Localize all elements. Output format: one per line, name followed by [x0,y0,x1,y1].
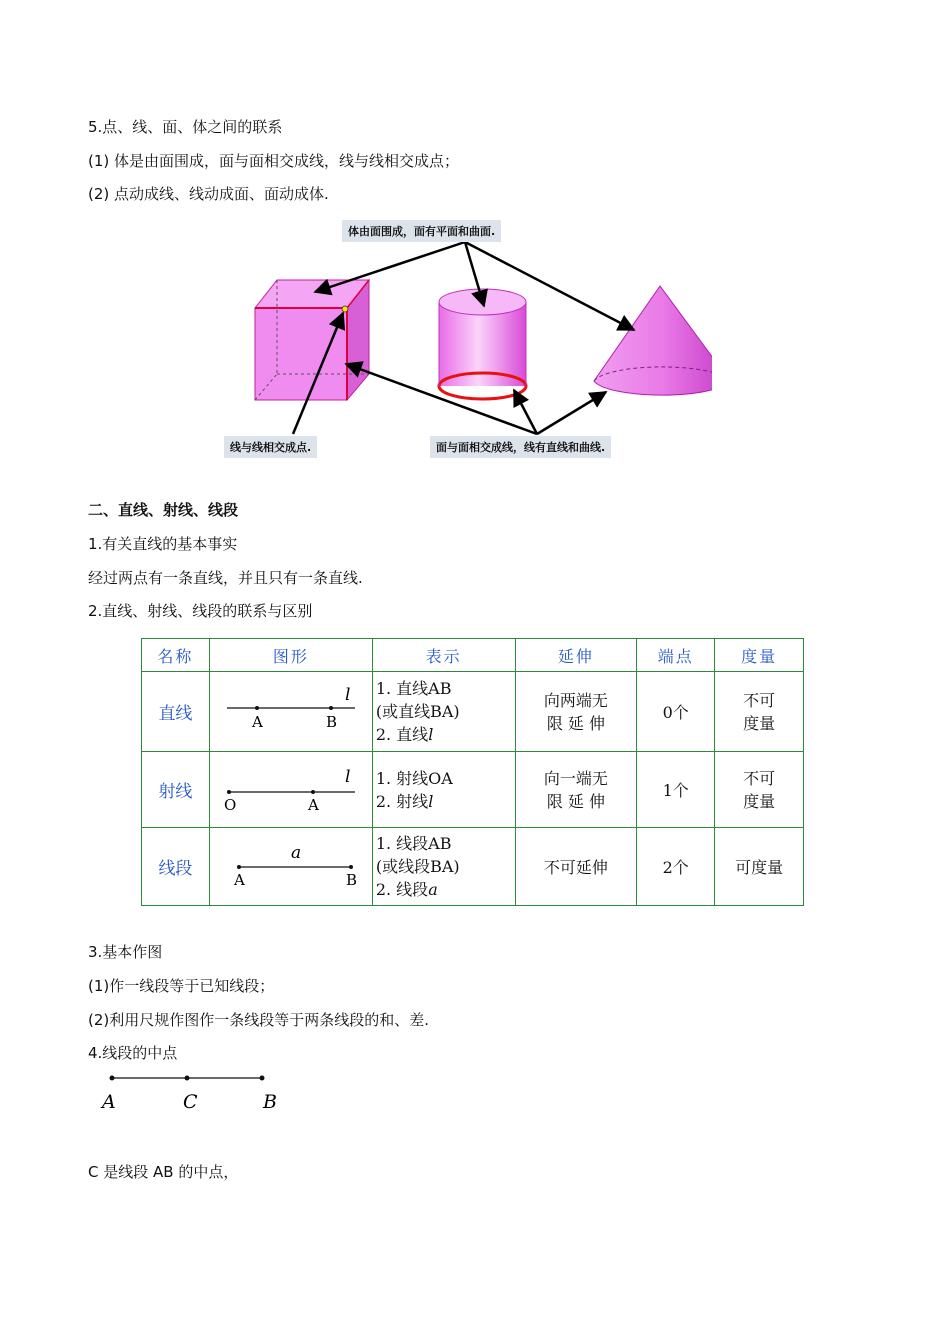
row-measure: 不可 度量 [715,672,804,752]
point-label-c: C [183,1091,198,1113]
caption-right: 面与面相交成线，线有直线和曲线. [430,436,611,458]
row-figure [209,828,372,906]
row-endpoints: 0个 [637,672,715,752]
table-row [142,672,804,752]
row-extend: 向一端无 限 延 伸 [515,752,637,828]
point-label: A [307,795,319,814]
table-row [142,752,804,828]
point-label-b: B [263,1091,277,1113]
point-label-a: A [102,1091,116,1113]
row-repr: 1. 直线AB (或直线BA) 2. 直线l [372,672,515,752]
section5-p2: (2) 点动成线、线动成面、面动成体. [88,185,329,203]
comparison-table [141,638,804,906]
section4-title: 4.线段的中点 [88,1044,178,1062]
row-name: 线段 [142,828,210,906]
section3-title: 3.基本作图 [88,943,163,961]
row-endpoints: 1个 [637,752,715,828]
point-label: B [345,870,357,889]
section2-s2: 2.直线、射线、线段的联系与区别 [88,602,313,620]
row-measure: 可度量 [715,828,804,906]
row-name: 直线 [142,672,210,752]
section3-p2: (2)利用尺规作图作一条线段等于两条线段的和、差. [88,1011,430,1029]
segment-figure [221,837,361,893]
header-name: 名称 [142,639,210,672]
row-figure [209,672,372,752]
row-figure [209,752,372,828]
row-measure: 不可 度量 [715,752,804,828]
header-figure: 图形 [209,639,372,672]
row-name: 射线 [142,752,210,828]
header-measure: 度量 [715,639,804,672]
solids-illustration [222,216,712,460]
segment-name-label: a [290,842,301,863]
section5-title: 5.点、线、面、体之间的联系 [88,118,283,136]
point-label: O [223,795,237,814]
header-repr: 表示 [372,639,515,672]
table-header-row [142,639,804,672]
section4-text: C 是线段 AB 的中点， [88,1163,239,1181]
caption-top: 体由面围成，面有平面和曲面. [342,220,501,242]
row-extend: 向两端无 限 延 伸 [515,672,637,752]
section2-heading: 二、直线、射线、线段 [88,501,239,519]
section2-s1-text: 经过两点有一条直线，并且只有一条直线. [88,569,363,587]
row-repr: 1. 射线OA 2. 射线l [372,752,515,828]
line-figure [221,682,361,738]
row-extend: 不可延伸 [515,828,637,906]
caption-left: 线与线相交成点. [224,436,317,458]
midpoint-figure [100,1068,290,1116]
section5-p1: (1) 体是由面围成，面与面相交成线，线与线相交成点； [88,152,460,170]
header-extend: 延伸 [515,639,637,672]
cone-shape [594,286,712,395]
ray-figure [221,760,361,816]
section2-s1: 1.有关直线的基本事实 [88,535,238,553]
section3-p1: (1)作一线段等于已知线段； [88,977,275,995]
row-endpoints: 2个 [637,828,715,906]
cylinder-shape [439,289,526,399]
header-endpoints: 端点 [637,639,715,672]
solids-figure [222,216,712,460]
row-repr: 1. 线段AB (或线段BA) 2. 线段a [372,828,515,906]
point-label: B [325,712,337,731]
line-name-label: l [344,684,351,705]
ray-name-label: l [344,766,351,787]
point-label: A [233,870,245,889]
table-row [142,828,804,906]
cube-shape [255,280,369,400]
point-label: A [251,712,263,731]
